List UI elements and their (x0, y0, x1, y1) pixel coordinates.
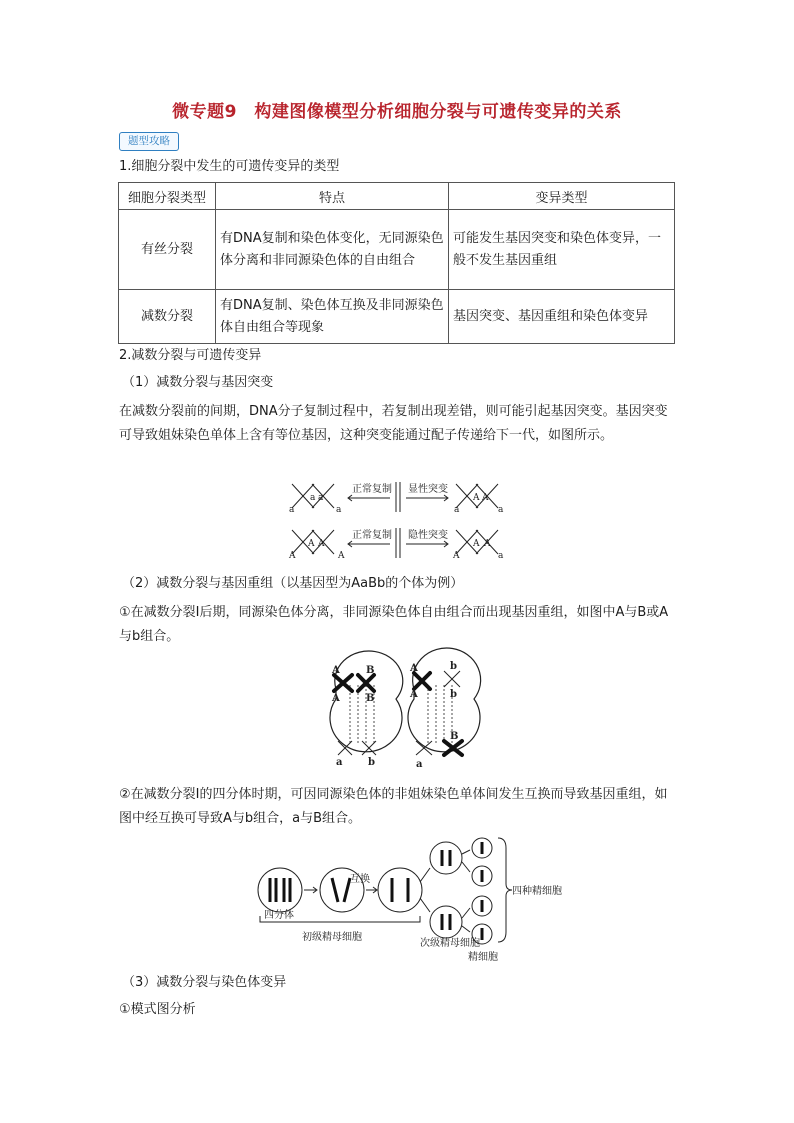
crossing-over-figure (250, 838, 562, 968)
anaphase-figure (312, 655, 492, 780)
table-header-row (119, 183, 675, 210)
svg-text:A: A (410, 689, 418, 700)
section2-heading: 2.减数分裂与可遗传变异 (119, 348, 262, 363)
svg-text:a: a (336, 757, 343, 768)
allele-label: A (289, 551, 296, 561)
allele-label: A (308, 539, 315, 549)
allele-label: A (484, 539, 491, 549)
table-header: 细胞分裂类型 (119, 183, 216, 210)
table-cell: 有DNA复制和染色体变化，无同源染色体分离和非同源染色体的自由组合 (216, 210, 449, 290)
table-cell: 基因突变、基因重组和染色体变异 (449, 290, 675, 344)
table-cell: 有DNA复制、染色体互换及非同源染色体自由组合等现象 (216, 290, 449, 344)
table-cell: 可能发生基因突变和染色体变异，一般不发生基因重组 (449, 210, 675, 290)
section-badge: 题型攻略 (119, 132, 179, 151)
primary-spermatocyte-label: 初级精母细胞 (302, 932, 362, 943)
normal-replication-label: 正常复制 (352, 484, 392, 495)
sperm-label: 精细胞 (468, 952, 498, 963)
allele-label: A (473, 493, 480, 503)
page-title: 微专题9 构建图像模型分析细胞分裂与可遗传变异的关系 (172, 102, 622, 122)
svg-text:A: A (410, 663, 418, 674)
sub2-heading: （2）减数分裂与基因重组（以基因型为AaBb的个体为例） (122, 576, 464, 591)
normal-replication-label: 正常复制 (352, 530, 392, 541)
allele-label: A (318, 539, 325, 549)
dominant-mutation-label: 显性突变 (408, 484, 448, 495)
table-header: 变异类型 (449, 183, 675, 210)
allele-label: a (454, 505, 460, 515)
allele-label: a (498, 505, 504, 515)
allele-label: a (289, 505, 295, 515)
allele-label: A (453, 551, 460, 561)
svg-text:A: A (332, 665, 340, 676)
allele-label: A (338, 551, 345, 561)
svg-text:b: b (368, 757, 375, 768)
sub2-item1: ①在减数分裂Ⅰ后期，同源染色体分离，非同源染色体自由组合而出现基因重组，如图中A与B或A与b组合。 (119, 605, 669, 644)
allele-label: A (482, 493, 489, 503)
table-row (119, 210, 675, 290)
svg-text:b: b (450, 689, 457, 700)
svg-text:B: B (366, 665, 375, 676)
allele-label: a (336, 505, 342, 515)
allele-label: a (498, 551, 504, 561)
sub3-heading: （3）减数分裂与染色体变异 (122, 975, 287, 990)
svg-text:b: b (450, 661, 457, 672)
allele-label: a (318, 493, 324, 503)
svg-text:a: a (416, 759, 423, 770)
table-header: 特点 (216, 183, 449, 210)
section1-heading: 1.细胞分裂中发生的可遗传变异的类型 (119, 159, 340, 174)
variation-table (118, 182, 675, 344)
sub3-item1: ①模式图分析 (119, 1002, 196, 1017)
mutation-figure (288, 478, 506, 568)
allele-label: a (310, 493, 316, 503)
four-sperm-label: 四种精细胞 (512, 886, 562, 897)
secondary-spermatocyte-label: 次级精母细胞 (420, 938, 480, 949)
svg-text:B: B (450, 731, 459, 742)
table-row (119, 290, 675, 344)
sub1-text: 在减数分裂前的间期，DNA分子复制过程中，若复制出现差错，则可能引起基因突变。基因突变可导致姐妹染色单体上含有等位基因，这种突变能通过配子传递给下一代，如图所示。 (119, 404, 668, 443)
exchange-label: 互换 (350, 874, 370, 885)
svg-text:A: A (332, 693, 340, 704)
sub2-item2: ②在减数分裂Ⅰ的四分体时期，可因同源染色体的非姐妹染色单体间发生互换而导致基因重组，如图中经互换可导致A与b组合，a与B组合。 (119, 787, 668, 826)
allele-label: A (473, 539, 480, 549)
table-cell: 减数分裂 (119, 290, 216, 344)
table-cell: 有丝分裂 (119, 210, 216, 290)
recessive-mutation-label: 隐性突变 (408, 530, 448, 541)
sub1-heading: （1）减数分裂与基因突变 (122, 375, 274, 390)
svg-text:B: B (366, 693, 375, 704)
tetrad-label: 四分体 (264, 910, 294, 921)
